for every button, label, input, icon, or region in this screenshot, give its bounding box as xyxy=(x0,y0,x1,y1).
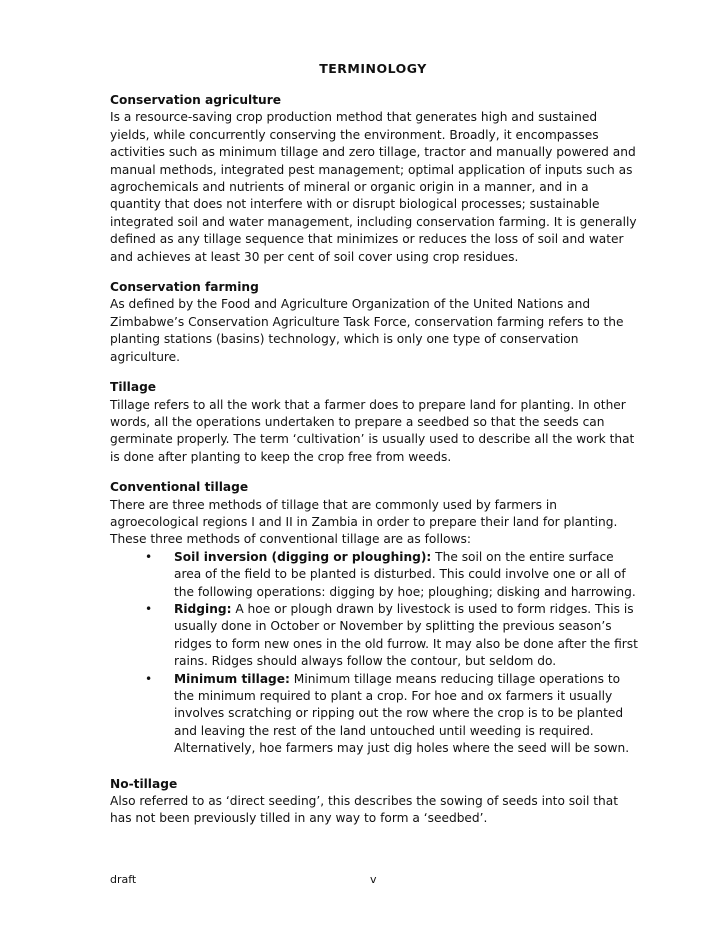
term-heading: Conservation farming xyxy=(110,280,259,295)
list-item xyxy=(110,671,640,758)
list-item-text: Minimum tillage means reducing tillage operations to the minimum required to plant a crop. For hoe and ox farmers it usually involves scratching or ripping out the row where the crop is to be planted and leaving the rest of the land untouched until weeding is required. Alternatively, hoe farmers may just dig holes where the seed will be sown. xyxy=(174,671,630,756)
list-item-label: Minimum tillage: xyxy=(174,671,290,686)
list-item-text: A hoe or plough drawn by livestock is used to form ridges. This is usually done in October or November by splitting the previous season’s ridges to form new ones in the old furrow. It may also be done after the first rains. Ridges should always follow the contour, but seldom do. xyxy=(174,601,638,669)
term-heading: Conventional tillage xyxy=(110,480,249,495)
term-definition: As defined by the Food and Agriculture Organization of the United Nations and Zimbabwe’s Conservation Agriculture Task Force, conservation farming refers to the planting stations (basins) technology, which is only one type of conservation agriculture. xyxy=(110,297,624,364)
list-item xyxy=(110,549,640,601)
list-item-text: The soil on the entire surface area of the field to be planted is disturbed. This could involve one or all of the following operations: digging by hoe; ploughing; disking and harrowing. xyxy=(174,549,636,599)
list-item xyxy=(110,601,640,671)
term-conservation-agriculture xyxy=(110,92,640,266)
term-definition: Tillage refers to all the work that a farmer does to prepare land for planting. In other words, all the operations undertaken to prepare a seedbed so that the seeds can germinate properly. The term ‘cultivation’ is usually used to describe all the work that is done after planting to keep the crop free from weeds. xyxy=(110,397,635,464)
list-item-label: Ridging: xyxy=(174,601,232,616)
term-definition: Also referred to as ‘direct seeding’, this describes the sowing of seeds into soil that has not been previously tilled in any way to form a ‘seedbed’. xyxy=(110,794,618,826)
page-title: TERMINOLOGY xyxy=(319,61,427,76)
bullet-icon: • xyxy=(145,601,153,616)
term-conventional-tillage xyxy=(110,479,640,758)
term-definition: Is a resource-saving crop production method that generates high and sustained yields, while concurrently conserving the environment. Broadly, it encompasses activities such as minimum tillage and zero tillage, tractor and manually powered and manual methods, integrated pest management; optimal application of inputs such as agrochemicals and nutrients of mineral or organic origin in a manner, and in a quantity that does not interfere with or disrupt biological processes; sustainable integrated soil and water management, including conservation farming. It is generally defined as any tillage sequence that minimizes or reduces the loss of soil and water and achieves at least 30 per cent of soil cover using crop residues. xyxy=(110,110,637,264)
term-heading: Conservation agriculture xyxy=(110,93,281,107)
term-tillage xyxy=(110,379,640,466)
term-definition: There are three methods of tillage that are commonly used by farmers in agroecological regions I and II in Zambia in order to prepare their land for planting. These three methods of conventional tillage are as follows: xyxy=(110,497,618,547)
footer-draft-label: draft xyxy=(110,873,137,886)
term-heading: No-tillage xyxy=(110,776,178,791)
page-number: v xyxy=(370,873,377,886)
bullet-icon: • xyxy=(145,671,153,686)
bullet-icon: • xyxy=(145,549,153,564)
term-heading: Tillage xyxy=(110,380,157,395)
list-item-label: Soil inversion (digging or ploughing): xyxy=(174,549,432,564)
term-conservation-farming xyxy=(110,279,640,366)
document-body xyxy=(110,92,640,841)
tillage-methods-list xyxy=(110,549,640,758)
term-no-tillage xyxy=(110,776,640,828)
